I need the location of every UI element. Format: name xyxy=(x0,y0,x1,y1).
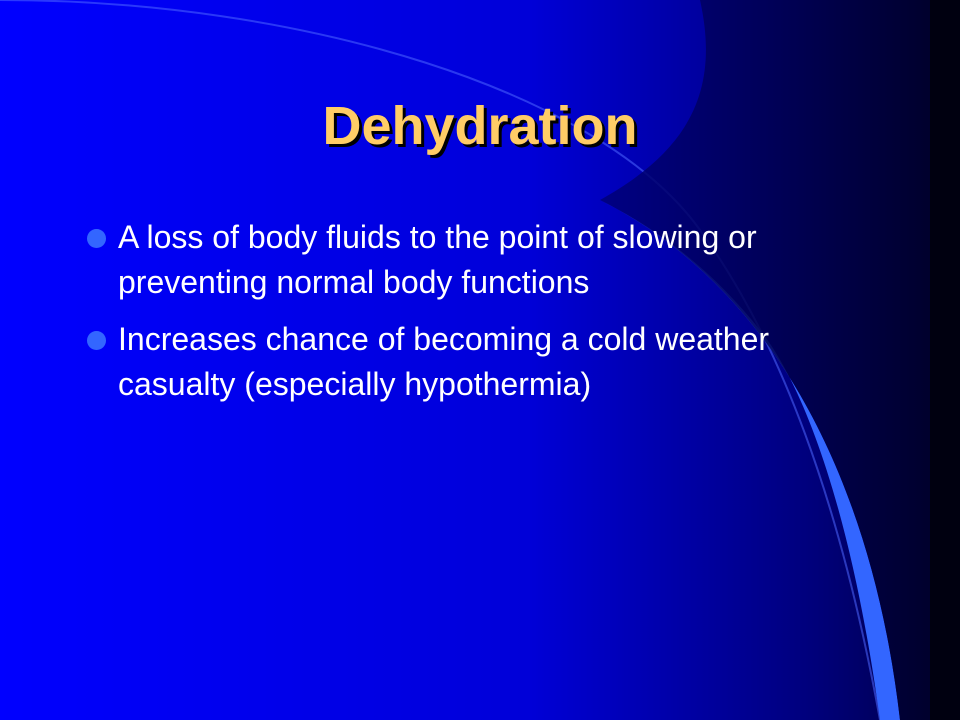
bullet-dot-icon xyxy=(87,229,106,248)
slide-title: Dehydration xyxy=(322,96,638,156)
bullet-item xyxy=(80,317,840,407)
bullet-dot-icon xyxy=(87,331,106,350)
bullet-text: A loss of body fluids to the point of slowing or preventing normal body functions xyxy=(118,219,757,300)
bullet-list xyxy=(80,215,840,419)
bullet-text: Increases chance of becoming a cold weather casualty (especially hypothermia) xyxy=(118,321,770,402)
bullet-item xyxy=(80,215,840,305)
